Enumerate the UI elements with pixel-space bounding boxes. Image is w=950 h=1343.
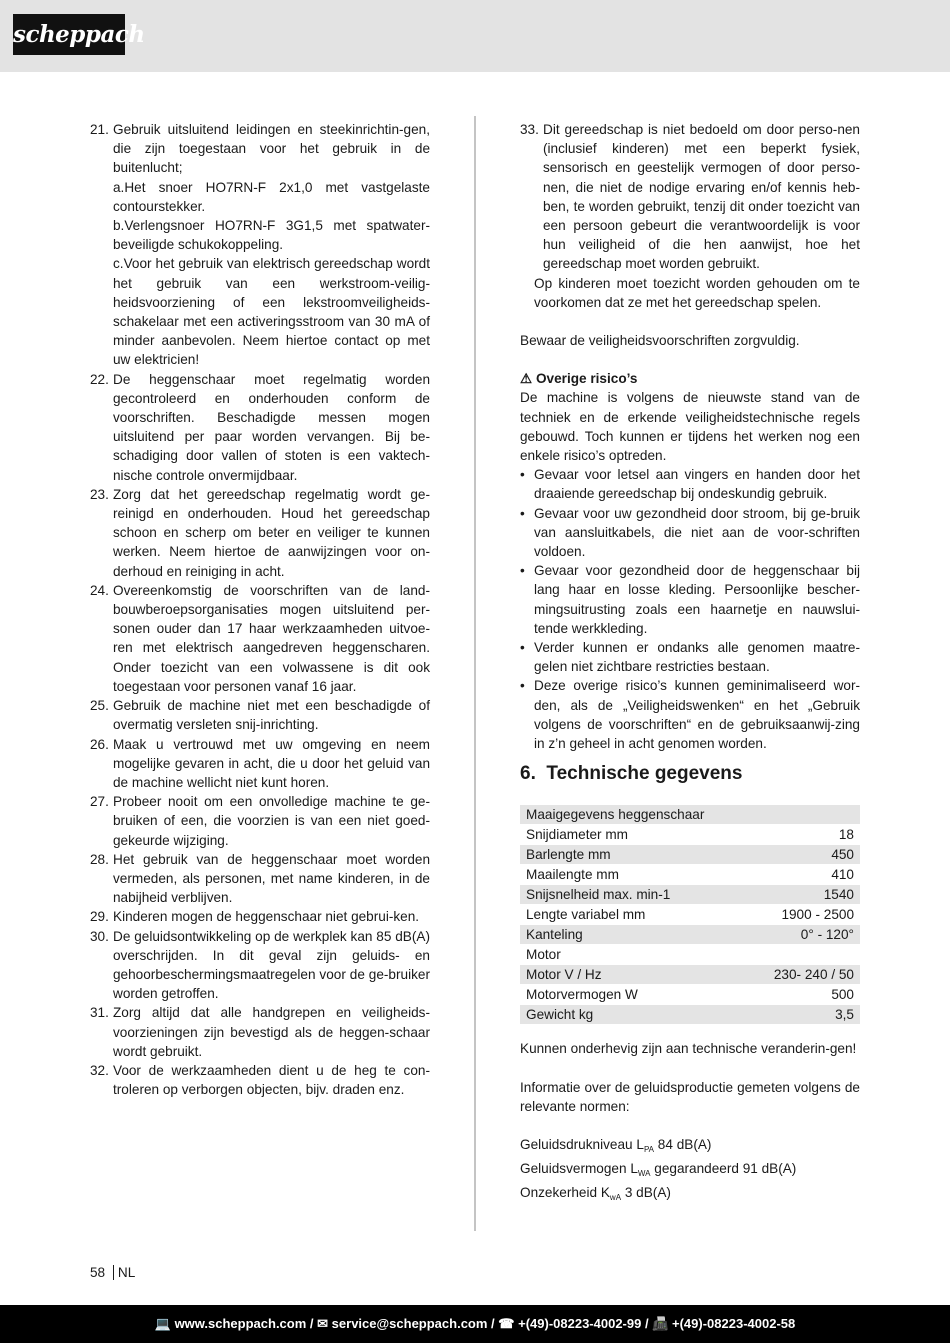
item-text: Gebruik uitsluitend leidingen en steekinrichtin-gen, die zijn toegestaan voor het gebruik in de buitenlucht; xyxy=(113,122,430,176)
item-text: c.Voor het gebruik van elektrisch gereedschap wordt het gebruik van een werkstroom-veilig-heidsvoorziening of een lekstroomveiligheids-schakelaar met een activeringsstroom van 30 mA of minder aanbevolen. Neem hiertoe contact op met uw elektricien! xyxy=(113,256,430,368)
footer-fax: +(49)-08223-4002-58 xyxy=(672,1316,796,1331)
item-text: Gebruik de machine niet met een beschadigde of overmatig versleten snij-inrichting. xyxy=(113,698,430,733)
spec-value: 0° - 120° xyxy=(749,925,860,945)
item-number: 22. xyxy=(90,371,109,387)
noise-post: 84 dB(A) xyxy=(654,1136,712,1152)
item-number: 27. xyxy=(90,794,109,810)
noise-sub: wA xyxy=(609,1193,622,1203)
spec-label: Motorvermogen W xyxy=(520,985,749,1005)
list-item xyxy=(90,120,430,370)
item-number: 32. xyxy=(90,1062,109,1078)
right-column xyxy=(520,120,860,1208)
spec-value: 18 xyxy=(749,825,860,845)
item-text: Dit gereedschap is niet bedoeld om door perso-nen (inclusief kinderen) met een beperkt fysiek, sensorisch en geestelijk vermogen of door perso-nen, die niet de nodige ervaring en/of kennis heb-ben, te worden gebruikt, tenzij dit onder toezicht van een persoon gebeurt die verantwoordelijk is voor hun veiligheid of die hen aanwijst, hoe het gereedschap moet worden gebruikt. xyxy=(543,122,860,272)
spec-row xyxy=(520,985,860,1005)
list-item xyxy=(90,927,430,1004)
column-divider xyxy=(474,116,476,1231)
spec-label: Kanteling xyxy=(520,925,749,945)
item-text: Het gebruik van de heggenschaar moet worden vermeden, als personen, met name kinderen, in de nabijheid verblijven. xyxy=(113,851,430,906)
spec-label: Snijdiameter mm xyxy=(520,825,749,845)
item-number: 23. xyxy=(90,486,109,502)
item-text: De geluidsontwikkeling op de werkplek kan 85 dB(A) overschrijden. In dit geval zijn geluids- en gehoorbeschermingsmaatregelen voor de ge-bruiker worden getroffen. xyxy=(113,928,430,1002)
changes-note: Kunnen onderhevig zijn aan technische veranderin-gen! xyxy=(520,1041,857,1057)
spec-row xyxy=(520,965,860,985)
risk-bullet xyxy=(520,638,860,676)
footer-phone: +(49)-08223-4002-99 / xyxy=(518,1316,649,1331)
bullet-text: Gevaar voor gezondheid door de heggenschaar bij lang haar en losse kleding. Persoonlijke bescher-mingsuitrusting zoals een haarnetje en nauwslui-tende werkkleding. xyxy=(534,563,860,636)
noise-intro: Informatie over de geluidsproductie gemeten volgens de relevante normen: xyxy=(520,1079,860,1114)
item-number: 31. xyxy=(90,1005,109,1021)
spec-row xyxy=(520,925,860,945)
noise-line xyxy=(520,1135,860,1159)
risks-list xyxy=(520,465,860,753)
list-item xyxy=(90,792,430,850)
footer-website: www.scheppach.com / xyxy=(174,1316,314,1331)
noise-pre: Geluidsdrukniveau L xyxy=(520,1136,644,1152)
list-item xyxy=(90,735,430,793)
item-text: Probeer nooit om een onvolledige machine te ge-bruiken of een, die voorzien is van een niet goed-gekeurde wijziging. xyxy=(113,794,430,848)
risk-bullet xyxy=(520,504,860,562)
spec-row xyxy=(520,865,860,885)
noise-post: 3 dB(A) xyxy=(621,1185,671,1201)
children-note: Op kinderen moet toezicht worden gehouden om te voorkomen dat ze met het gereedschap spelen. xyxy=(534,275,860,310)
scheppach-logo: scheppach xyxy=(13,14,125,55)
list-item xyxy=(90,1061,430,1099)
item-text: Zorg altijd dat alle handgrepen en veiligheids-voorzieningen zijn bevestigd als de heggen-schaar wordt gebruikt. xyxy=(113,1005,430,1059)
item-text: Maak u vertrouwd met uw omgeving en neem mogelijke gevaren in acht, die u door het geluid van de machine wellicht niet kunt horen. xyxy=(113,736,430,790)
spec-value: 410 xyxy=(749,865,860,885)
noise-line xyxy=(520,1183,860,1207)
bullet-dot: • xyxy=(520,505,525,521)
page-footer xyxy=(0,1305,950,1343)
bullet-dot: • xyxy=(520,640,525,656)
list-item xyxy=(90,696,430,734)
section-heading xyxy=(520,762,860,786)
item-number: 24. xyxy=(90,582,109,598)
page-number xyxy=(90,1265,135,1280)
bullet-dot: • xyxy=(520,678,525,694)
noise-post: gegarandeerd 91 dB(A) xyxy=(650,1161,797,1177)
bullet-text: Gevaar voor letsel aan vingers en handen door het draaiende gereedschap bij ondeskundig gebruik. xyxy=(534,467,860,502)
list-item xyxy=(90,850,430,908)
noise-line xyxy=(520,1159,860,1183)
list-item-33 xyxy=(520,120,860,274)
spec-row xyxy=(520,825,860,845)
spec-value xyxy=(749,805,860,825)
bullet-text: Verder kunnen er ondanks alle genomen maatre-gelen niet zichtbare restricties bestaan. xyxy=(534,640,860,675)
computer-icon: 💻 xyxy=(154,1316,171,1331)
item-number: 33. xyxy=(520,122,539,137)
section-number: 6. xyxy=(520,763,536,785)
footer-email: service@scheppach.com / xyxy=(331,1316,495,1331)
page-number-value: 58 xyxy=(90,1265,106,1280)
list-item xyxy=(90,1003,430,1061)
item-text: b.Verlengsnoer HO7RN-F 3G1,5 met spatwater-beveiligde schukokoppeling. xyxy=(113,218,430,253)
risks-heading xyxy=(520,369,860,388)
item-text: Overeenkomstig de voorschriften van de land-bouwberoepsorganisaties mogen uitsluitend per-sonen ouder dan 17 haar werkzaamheden uitvoe-ren met elektrisch aangedreven heggenscharen. Onder toezicht van een volwassene is dit ook toegestaan voor personen vanaf 16 jaar. xyxy=(113,582,430,694)
list-item xyxy=(90,485,430,581)
section-title: Technische gegevens xyxy=(546,763,743,785)
risk-bullet xyxy=(520,676,860,753)
spec-label: Maaigegevens heggenschaar xyxy=(520,805,749,825)
item-text: Kinderen mogen de heggenschaar niet gebrui-ken. xyxy=(113,909,420,925)
item-text: Zorg dat het gereedschap regelmatig wordt ge-reinigd en onderhouden. Houd het gereedschap schoon en scherp om beter en veiliger te kunnen werken. Neem hiertoe de aanwijzingen voor on-derhoud en reiniging in acht. xyxy=(113,486,430,579)
spec-label: Barlengte mm xyxy=(520,845,749,865)
spec-value: 3,5 xyxy=(749,1005,860,1025)
bullet-text: Deze overige risico’s kunnen geminimaliseerd wor-den, als de „Veiligheidswenken“ en het „Gebruik volgens de voorschriften“ en de gebruiksaanwij-zing in z’n geheel in acht genomen worden. xyxy=(534,678,860,752)
noise-sub: PA xyxy=(643,1144,655,1154)
noise-pre: Geluidsvermogen L xyxy=(520,1161,638,1177)
warning-icon: ⚠ xyxy=(520,371,533,387)
page-header xyxy=(0,0,950,72)
spec-row xyxy=(520,905,860,925)
item-text: a.Het snoer HO7RN-F 2x1,0 met vastgelaste contourstekker. xyxy=(113,179,430,214)
list-item xyxy=(90,370,430,485)
list-item xyxy=(90,907,430,926)
fax-icon: 📠 xyxy=(652,1316,669,1331)
noise-values xyxy=(520,1135,860,1208)
phone-icon: ☎ xyxy=(498,1316,515,1331)
spec-label: Motor xyxy=(520,945,749,965)
item-text: Voor de werkzaamheden dient u de heg te con-troleren op verborgen objecten, bijv. draden enz. xyxy=(113,1062,430,1098)
spec-label: Motor V / Hz xyxy=(520,965,749,985)
bullet-text: Gevaar voor uw gezondheid door stroom, bij ge-bruik van aansluitkabels, die niet aan de voor-schriften voldoen. xyxy=(534,505,860,560)
spec-value xyxy=(749,945,860,965)
keep-instructions-note: Bewaar de veiligheidsvoorschriften zorgvuldig. xyxy=(520,333,800,349)
spec-row xyxy=(520,945,860,965)
spec-row xyxy=(520,885,860,905)
spec-value: 500 xyxy=(749,985,860,1005)
spec-label: Lengte variabel mm xyxy=(520,905,749,925)
item-number: 30. xyxy=(90,928,109,944)
risk-bullet xyxy=(520,465,860,503)
list-item xyxy=(90,581,430,696)
spec-table xyxy=(520,805,860,1025)
page-language: NL xyxy=(117,1265,136,1280)
item-number: 28. xyxy=(90,851,109,867)
item-number: 26. xyxy=(90,736,109,752)
risks-title: Overige risico’s xyxy=(535,371,638,387)
spec-value: 1900 - 2500 xyxy=(749,905,860,925)
spec-value: 450 xyxy=(749,845,860,865)
spec-row xyxy=(520,805,860,825)
spec-value: 1540 xyxy=(749,885,860,905)
spec-row xyxy=(520,1005,860,1025)
risk-bullet xyxy=(520,561,860,638)
noise-sub: WA xyxy=(637,1169,651,1179)
item-number: 29. xyxy=(90,909,109,925)
risks-intro: De machine is volgens de nieuwste stand van de techniek en de erkende veiligheidstechnische regels gebouwd. Toch kunnen er tijdens het werken nog een enkele risico’s optreden. xyxy=(520,390,860,464)
spec-value: 230- 240 / 50 xyxy=(749,965,860,985)
noise-pre: Onzekerheid K xyxy=(520,1185,610,1201)
spec-label: Maailengte mm xyxy=(520,865,749,885)
spec-label: Gewicht kg xyxy=(520,1005,749,1025)
spec-row xyxy=(520,845,860,865)
mail-icon: ✉ xyxy=(317,1316,329,1331)
item-text: De heggenschaar moet regelmatig worden gecontroleerd en onderhouden conform de voorschriften. Beschadigde messen mogen uitsluitend per paar worden vervangen. Bij be-schadiging door vallen of stoten is een vaktech-nische controle onvermijdbaar. xyxy=(113,371,430,483)
item-number: 21. xyxy=(90,122,109,137)
bullet-dot: • xyxy=(520,563,525,579)
left-column xyxy=(90,120,430,1099)
bullet-dot: • xyxy=(520,467,525,483)
item-number: 25. xyxy=(90,698,109,714)
spec-label: Snijsnelheid max. min-1 xyxy=(520,885,749,905)
